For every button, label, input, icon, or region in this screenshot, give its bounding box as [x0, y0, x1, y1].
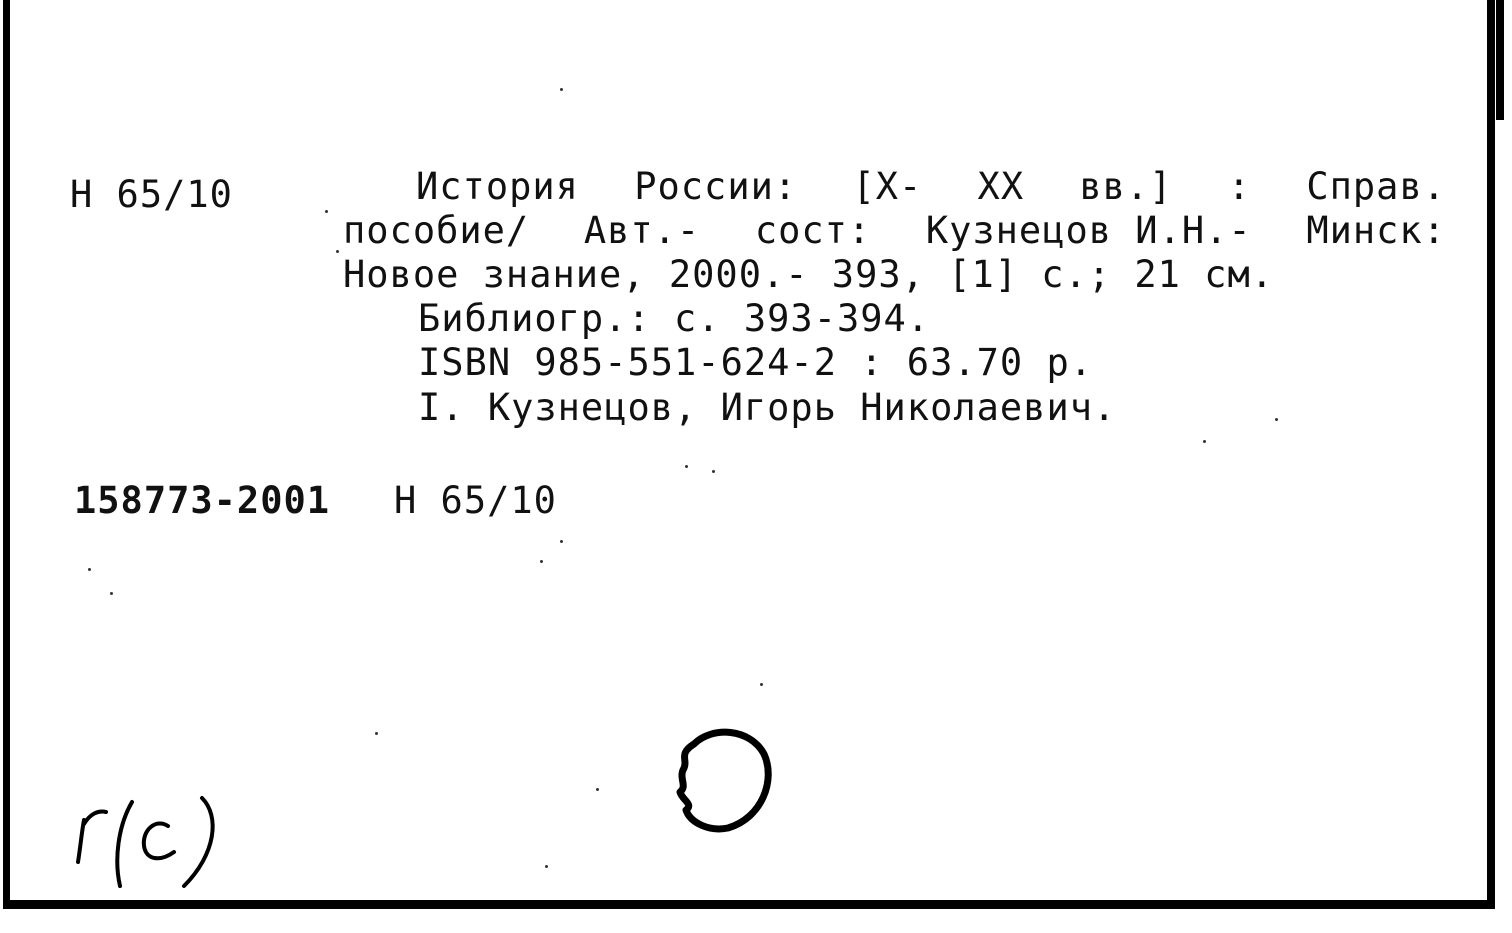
scan-speck — [540, 560, 543, 563]
responsibility-line — [343, 209, 1446, 252]
handwritten-note — [60, 790, 240, 900]
scan-speck — [596, 788, 599, 791]
title-word: России: — [634, 165, 798, 208]
title-word: [X- — [852, 165, 923, 208]
scan-speck — [560, 540, 563, 543]
responsibility-word: пособие/ — [343, 209, 530, 252]
inventory-number: 158773-2001 — [74, 479, 331, 522]
scan-speck — [712, 470, 715, 473]
inventory-call-number: Н 65/10 — [394, 479, 557, 522]
scan-speck — [110, 592, 113, 595]
scan-speck — [1203, 440, 1206, 443]
scan-speck — [560, 88, 563, 91]
responsibility-word: сост: — [754, 209, 872, 252]
title-line — [416, 165, 1446, 208]
scan-speck — [1275, 418, 1278, 421]
scan-speck — [760, 683, 763, 686]
punch-hole — [664, 722, 780, 838]
scan-speck — [88, 568, 91, 571]
scan-speck — [325, 210, 328, 213]
scan-speck — [545, 865, 548, 868]
title-word: : — [1227, 165, 1252, 208]
call-number: Н 65/10 — [70, 173, 233, 216]
title-word: История — [416, 165, 579, 208]
card-edge-shadow — [1496, 0, 1504, 120]
title-word: XX — [977, 165, 1025, 208]
responsibility-word: Кузнецов И.Н.- — [925, 209, 1252, 252]
scan-speck — [685, 465, 688, 468]
title-word: Справ. — [1306, 165, 1446, 208]
isbn-price: ISBN 985-551-624-2 : 63.70 р. — [418, 341, 1094, 384]
bibliography-note: Библиогр.: с. 393-394. — [418, 297, 931, 340]
scan-speck — [375, 732, 378, 735]
responsibility-word: Минск: — [1306, 209, 1446, 252]
scan-speck — [336, 250, 339, 253]
publication-line: Новое знание, 2000.- 393, [1] с.; 21 см. — [343, 253, 1275, 296]
author-tracing: I. Кузнецов, Игорь Николаевич. — [418, 386, 1117, 429]
responsibility-word: Авт.- — [583, 209, 701, 252]
title-word: вв.] — [1079, 165, 1173, 208]
